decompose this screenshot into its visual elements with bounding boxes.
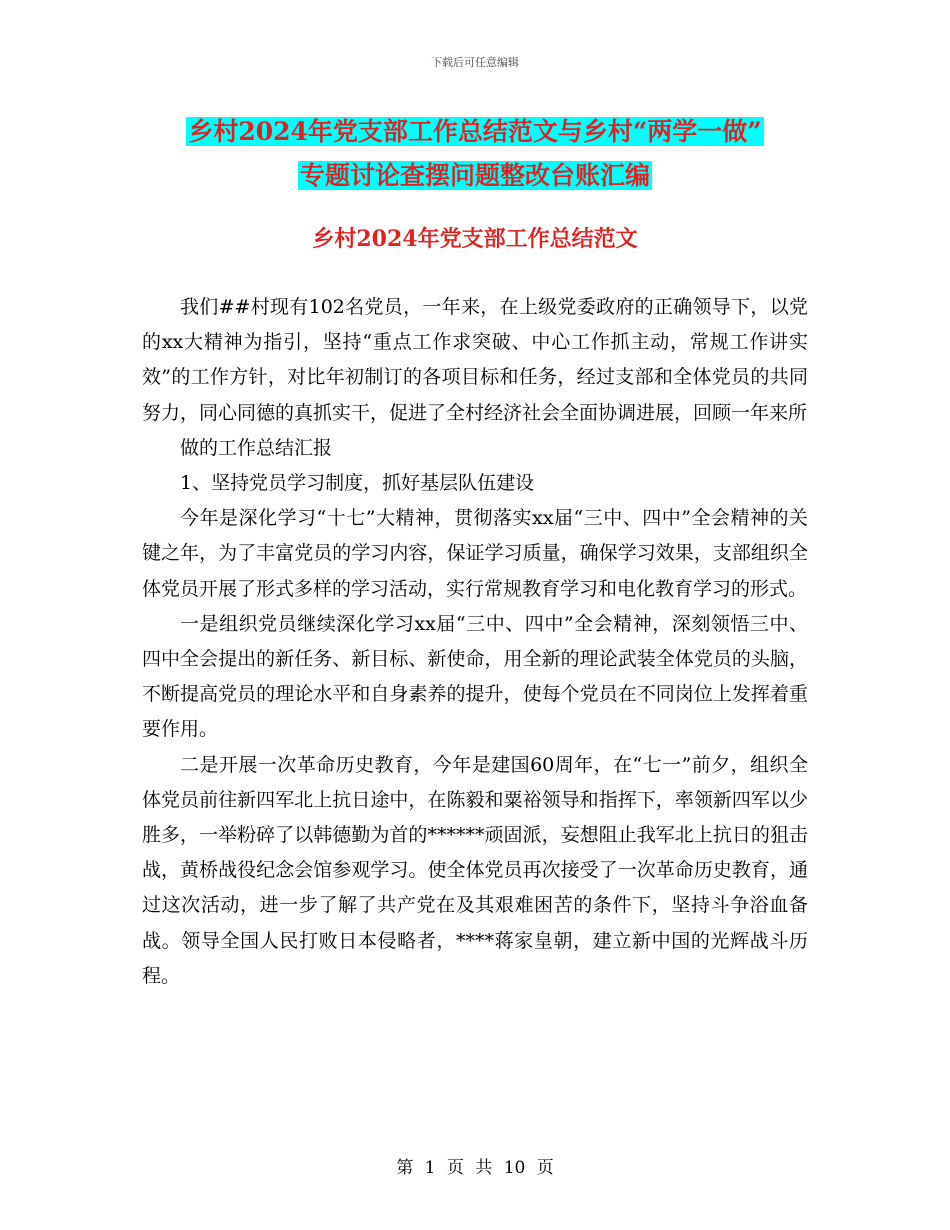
body-text xyxy=(142,290,808,994)
paragraph: 做的工作总结汇报 xyxy=(180,436,333,459)
section-title: 乡村2024年党支部工作总结范文 xyxy=(312,226,638,252)
page-number-footer: 第 1 页 共 10 页 xyxy=(396,1158,554,1178)
paragraph: 我们##村现有102名党员，一年来，在上级党委政府的正确领导下，以党的xx大精神为指引，坚持“重点工作求突破、中心工作抓主动，常规工作讲实效”的工作方针，对比年初制订的各项目标和任务，经过支部和全体党员的共同努力，同心同德的真抓实干，促进了全村经济社会全面协调进展，回顾一年来所 xyxy=(142,296,808,424)
title-line-1: 乡村2024年党支部工作总结范文与乡村“两学一做” xyxy=(188,117,762,146)
paragraph: 二是开展一次革命历史教育，今年是建国60周年，在“七一”前夕，组织全体党员前往新四军北上抗日途中，在陈毅和粟裕领导和指挥下，率领新四军以少胜多，一举粉碎了以韩德勤为首的******顽固派，妄想阻止我军北上抗日的狙击战，黄桥战役纪念会馆参观学习。使全体党员再次接受了一次革命历史教育，通过这次活动，进一步了解了共产党在及其艰难困苦的条件下，坚持斗争浴血备战。领导全国人民打败日本侵略者，****蒋家皇朝，建立新中国的光辉战斗历程。 xyxy=(142,753,808,987)
paragraph-heading: 1、坚持党员学习制度，抓好基层队伍建设 xyxy=(180,472,535,495)
document-title xyxy=(0,110,950,198)
paragraph: 一是组织党员继续深化学习xx届“三中、四中”全会精神，深刻领悟三中、四中全会提出的新任务、新目标、新使命，用全新的理论武装全体党员的头脑，不断提高党员的理论水平和自身素养的提升，使每个党员在不同岗位上发挥着重要作用。 xyxy=(142,612,808,741)
title-line-2: 专题讨论查摆问题整改台账汇编 xyxy=(299,161,650,190)
page-header: 下载后可任意编辑 xyxy=(431,56,519,69)
paragraph: 今年是深化学习“十七”大精神，贯彻落实xx届“三中、四中”全会精神的关键之年，为了丰富党员的学习内容，保证学习质量，确保学习效果，支部组织全体党员开展了形式多样的学习活动，实行常规教育学习和电化教育学习的形式。 xyxy=(142,507,808,600)
